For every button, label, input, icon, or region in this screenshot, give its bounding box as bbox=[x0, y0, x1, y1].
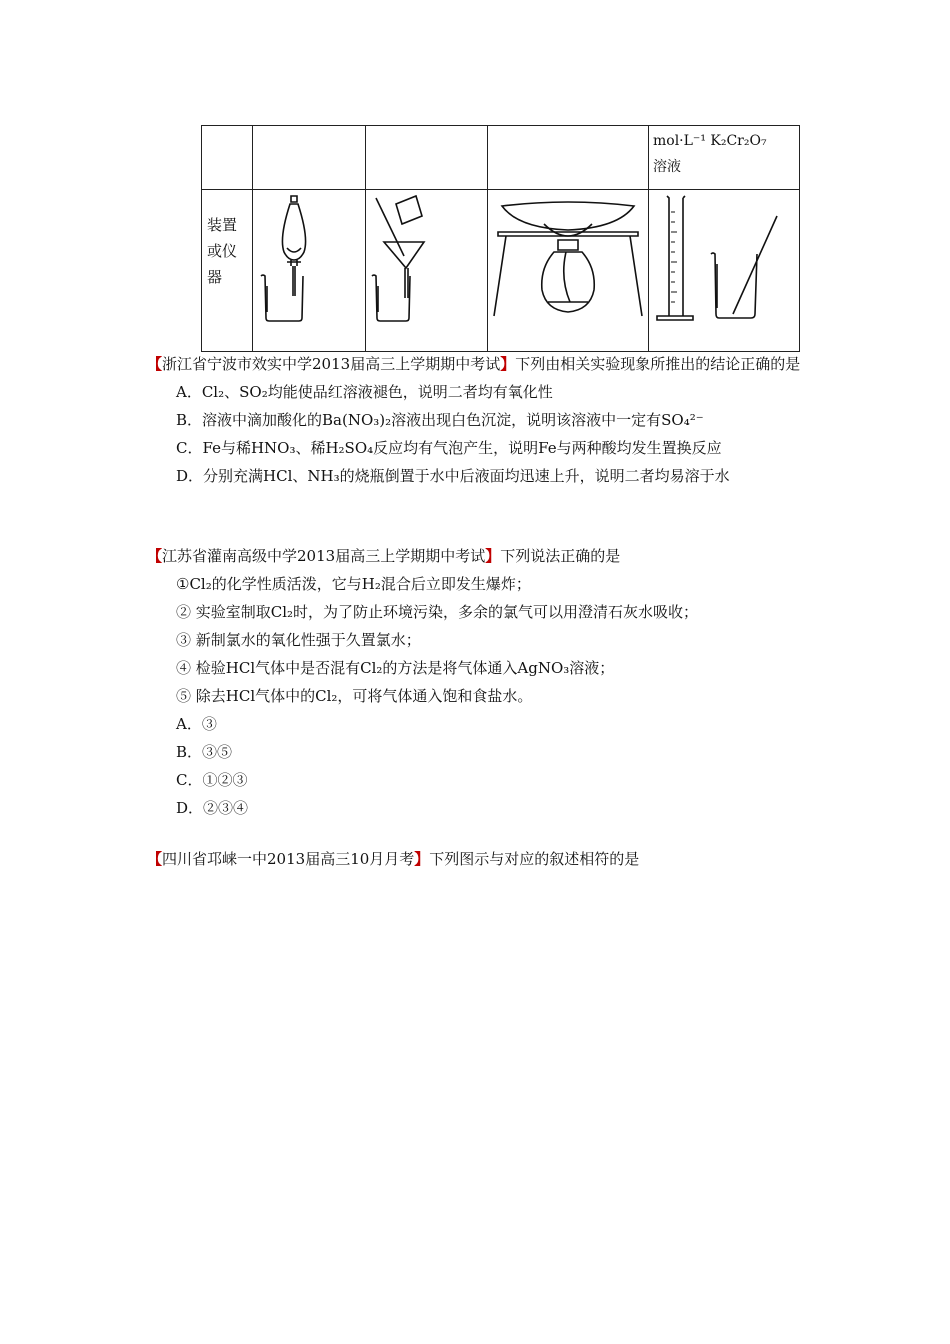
question-3 bbox=[147, 845, 817, 873]
statement-item: ③ 新制氯水的氧化性强于久置氯水； bbox=[176, 631, 421, 649]
question-text: 下列由相关实验现象所推出的结论正确的是 bbox=[515, 355, 801, 373]
row-label-cell bbox=[202, 190, 253, 352]
question-stem bbox=[147, 350, 817, 378]
cylinder-beaker-illustration bbox=[649, 190, 795, 329]
table-cell bbox=[202, 126, 253, 190]
source-bracket-close: 】 bbox=[500, 355, 516, 373]
table-row bbox=[202, 190, 800, 352]
option-c: C．①②③ bbox=[176, 771, 248, 789]
question-source: 四川省邛崃一中2013届高三10月月考 bbox=[162, 850, 415, 868]
row-label-line: 或仪 bbox=[207, 242, 238, 260]
question-stem bbox=[147, 542, 817, 570]
reagent-cell bbox=[649, 126, 800, 190]
reagent-line-1: mol·L⁻¹ K₂Cr₂O₇ bbox=[653, 133, 767, 149]
source-bracket-open: 【 bbox=[147, 547, 163, 565]
row-label-line: 器 bbox=[207, 268, 223, 286]
option-b: B．③⑤ bbox=[176, 743, 233, 761]
source-bracket-close: 】 bbox=[485, 547, 501, 565]
graduated-cylinder-cell bbox=[649, 190, 800, 352]
option-b: B．溶液中滴加酸化的Ba(NO₃)₂溶液出现白色沉淀，说明该溶液中一定有SO₄²⁻ bbox=[176, 411, 704, 429]
apparatus-table bbox=[201, 125, 800, 352]
table-cell bbox=[253, 126, 366, 190]
evaporation-illustration bbox=[488, 190, 648, 329]
source-bracket-close: 】 bbox=[414, 850, 430, 868]
question-text: 下列图示与对应的叙述相符的是 bbox=[429, 850, 640, 868]
filtration-cell bbox=[366, 190, 488, 352]
evaporation-cell bbox=[488, 190, 649, 352]
question-source: 江苏省灌南高级中学2013届高三上学期期中考试 bbox=[162, 547, 486, 565]
source-bracket-open: 【 bbox=[147, 355, 163, 373]
question-source: 浙江省宁波市效实中学2013届高三上学期期中考试 bbox=[162, 355, 501, 373]
option-d: D．分别充满HCl、NH₃的烧瓶倒置于水中后液面均迅速上升，说明二者均易溶于水 bbox=[176, 467, 730, 485]
separatory-funnel-cell bbox=[253, 190, 366, 352]
question-2 bbox=[147, 542, 817, 822]
separatory-funnel-illustration bbox=[253, 190, 365, 329]
option-a: A．③ bbox=[176, 715, 217, 733]
option-c: C．Fe与稀HNO₃、稀H₂SO₄反应均有气泡产生，说明Fe与两种酸均发生置换反应 bbox=[176, 439, 722, 457]
option-d: D．②③④ bbox=[176, 799, 249, 817]
statement-item: ② 实验室制取Cl₂时，为了防止环境污染，多余的氯气可以用澄清石灰水吸收； bbox=[176, 603, 699, 621]
question-1 bbox=[147, 350, 817, 490]
question-text: 下列说法正确的是 bbox=[500, 547, 621, 565]
question-stem bbox=[147, 845, 817, 873]
filtration-illustration bbox=[366, 190, 487, 329]
reagent-line-2: 溶液 bbox=[653, 159, 681, 175]
table-row bbox=[202, 126, 800, 190]
source-bracket-open: 【 bbox=[147, 850, 163, 868]
row-label-line: 装置 bbox=[207, 216, 238, 234]
option-a: A．Cl₂、SO₂均能使品红溶液褪色，说明二者均有氧化性 bbox=[176, 383, 553, 401]
table-cell bbox=[488, 126, 649, 190]
table-cell bbox=[366, 126, 488, 190]
statement-item: ⑤ 除去HCl气体中的Cl₂，可将气体通入饱和食盐水。 bbox=[176, 687, 533, 705]
statement-item: ④ 检验HCl气体中是否混有Cl₂的方法是将气体通入AgNO₃溶液； bbox=[176, 659, 615, 677]
statement-list bbox=[147, 570, 817, 822]
statement-item: ①Cl₂的化学性质活泼，它与H₂混合后立即发生爆炸； bbox=[176, 575, 531, 593]
option-list bbox=[147, 378, 817, 490]
